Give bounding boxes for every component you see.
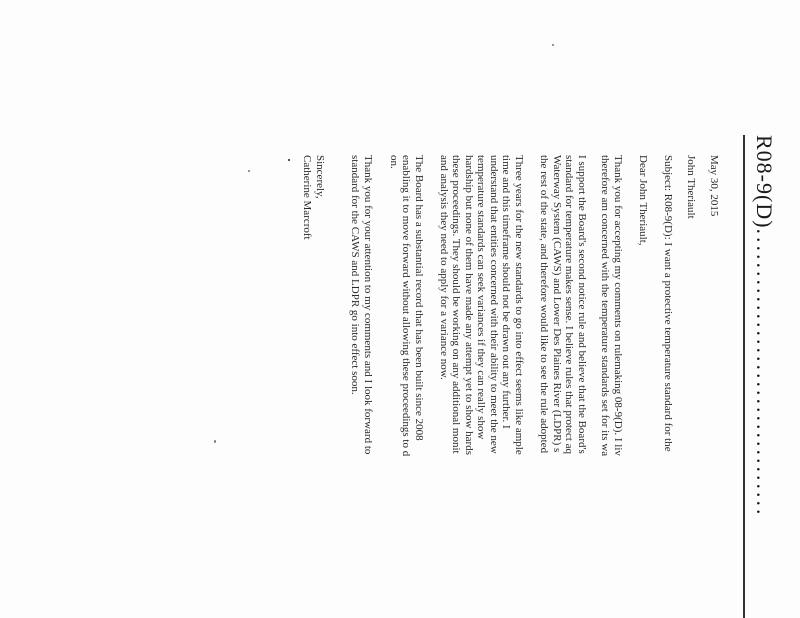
paragraph-line: time and this timeframe should not be drawn out any further. I: [500, 155, 513, 429]
letter-date: May 30, 2015: [708, 155, 720, 217]
letter-recipient: John Theriault: [685, 155, 697, 219]
paragraph-3: [438, 155, 526, 618]
scan-speck: [248, 170, 250, 172]
paragraph-line: on.: [388, 155, 400, 169]
page-heading: [752, 135, 777, 518]
paragraph-line: hardship but none of them have made any attempt yet to show hards: [463, 155, 475, 455]
paragraph-line: Waterway System (CAWS) and Lower Des Plaines River (LDPR) s: [551, 155, 563, 453]
paragraph-line: therefore am concerned with the temperature standards set for its wa: [599, 155, 612, 457]
heading-rule: [743, 135, 745, 618]
paragraph-line: Three years for the new standards to go into effect seems like ample: [513, 155, 525, 455]
paragraph-line: standard for temperature makes sense. I believe rules that protect aq: [563, 155, 576, 455]
paragraph-4: [388, 155, 426, 618]
paragraph-line: enabling it to move forward without allowing these proceedings to d: [400, 155, 413, 457]
paragraph-1: [599, 155, 624, 618]
letter-subject: Subject: R08-9(D): I want a protective temperature standard for the: [662, 155, 674, 452]
scan-speck: [214, 440, 216, 443]
paragraph-line: The Board has a substantial record that has been built since 2008: [413, 155, 425, 441]
paragraph-line: I support the Board's second notice rule and believe that the Board's: [576, 155, 588, 454]
paragraph-line: understand that entities concerned with their ability to meet the new: [488, 155, 500, 454]
letter-salutation: Dear John Theriault,: [637, 155, 649, 246]
paragraph-line: the rest of the state, and therefore would like to see the rule adopted: [538, 155, 551, 454]
letter-closing: Sincerely,: [314, 155, 326, 199]
paragraph-2: [538, 155, 588, 618]
paragraph-5: [349, 155, 374, 618]
paragraph-line: temperature standards can seek variances if they can really show: [475, 155, 488, 440]
paragraph-line: these proceedings. They should be working on any additional monit: [450, 155, 463, 454]
paragraph-line: Thank you for your attention to my comments and I look forward to: [362, 155, 374, 455]
heading-dots: ..................................: [752, 228, 777, 518]
scan-speck: [288, 159, 290, 161]
paragraph-line: Thank you for accepting my comments on rulemaking 08-9(D). I liv: [612, 155, 624, 456]
paragraph-line: standard for the CAWS and LDPR go into effect soon.: [349, 155, 362, 395]
letter-signature: Catherine Marcroft: [301, 155, 313, 240]
paragraph-line: and analysis they need to apply for a variance now.: [438, 155, 450, 380]
scan-speck: [552, 44, 554, 46]
heading-text: R08-9(D): [752, 135, 777, 229]
